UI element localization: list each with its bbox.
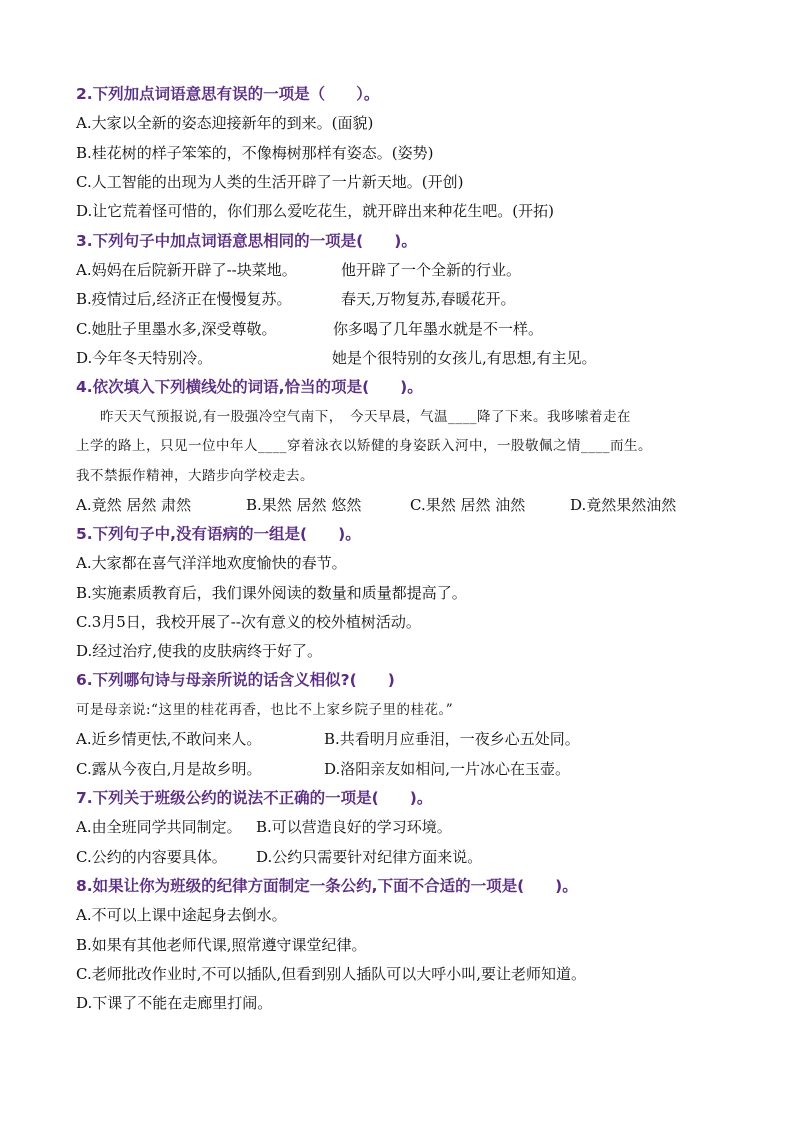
option-c-sentence-1: C.她肚子里墨水多,深受尊敬。 [76, 320, 277, 338]
question-8-stem: 8.如果让你为班级的纪律方面制定一条公约,下面不合适的一项是( )。 [76, 877, 578, 895]
question-4-passage-line-3: 我不禁振作精神，大踏步向学校走去。 [76, 468, 314, 484]
question-6-option-d: D.洛阳亲友如相问,一片冰心在玉壶。 [324, 760, 571, 778]
question-6-quote: 可是母亲说:“这里的桂花再香，也比不上家乡院子里的桂花。” [76, 702, 454, 718]
question-7-option-a: A.由全班同学共同制定。 [76, 818, 242, 836]
option-c-sentence-2: 你多喝了几年墨水就是不一样。 [333, 320, 544, 338]
question-3-stem: 3.下列句子中加点词语意思相同的一项是( )。 [76, 232, 417, 250]
option-d-sentence-1: D.今年冬天特别冷。 [76, 349, 213, 367]
question-4-option-c: C.果然 居然 油然 [410, 496, 526, 514]
question-2-option-b: B.桂花树的样子笨笨的，不像梅树那样有姿态。(姿势) [76, 144, 434, 162]
question-2-option-d: D.让它荒着怪可惜的，你们那么爱吃花生，就开辟出来种花生吧。(开拓) [76, 202, 554, 220]
question-5-option-a: A.大家都在喜气洋洋地欢度愉快的春节。 [76, 554, 347, 572]
question-8-option-c: C.老师批改作业时,不可以插队,但看到别人插队可以大呼小叫,要让老师知道。 [76, 965, 587, 983]
option-d-sentence-2: 她是个很特别的女孩儿,有思想,有主见。 [332, 349, 597, 367]
option-b-sentence-2: 春天,万物复苏,春暖花开。 [341, 290, 516, 308]
question-8-option-d: D.下课了不能在走廊里打闹。 [76, 994, 273, 1012]
question-7-option-b: B.可以营造良好的学习环境。 [256, 818, 452, 836]
question-8-option-a: A.不可以上课中途起身去倒水。 [76, 906, 287, 924]
question-8-option-b: B.如果有其他老师代课,照常遵守课堂纪律。 [76, 936, 367, 954]
question-2-stem: 2.下列加点词语意思有误的一项是（ ）。 [76, 85, 380, 103]
question-7-option-c: C.公约的内容要具体。 [76, 848, 227, 866]
question-5-option-b: B.实施素质教育后，我们课外阅读的数量和质量都提高了。 [76, 584, 467, 602]
question-4-option-a: A.竟然 居然 肃然 [76, 496, 192, 514]
question-6-option-a: A.近乡情更怯,不敢问来人。 [76, 730, 262, 748]
question-4-option-b: B.果然 居然 悠然 [246, 496, 362, 514]
question-4-passage-line-1: 昨天天气预报说,有一股强冷空气南下， 今天早晨，气温____降了下来。我哆嗦着走在 [100, 409, 632, 425]
question-6-option-b: B.共看明月应垂泪，一夜乡心五处同。 [324, 730, 580, 748]
question-2-option-c: C.人工智能的出现为人类的生活开辟了一片新天地。(开创) [76, 173, 464, 191]
question-4-stem: 4.依次填入下列横线处的词语,恰当的项是( )。 [76, 378, 423, 396]
question-6-option-c: C.露从今夜白,月是故乡明。 [76, 760, 262, 778]
question-6-stem: 6.下列哪句诗与母亲所说的话含义相似?( ) [76, 671, 395, 689]
question-7-option-d: D.公约只需要针对纪律方面来说。 [256, 848, 483, 866]
question-5-option-c: C.3月5日，我校开展了--次有意义的校外植树活动。 [76, 613, 421, 631]
option-a-sentence-2: 他开辟了一个全新的行业。 [341, 261, 522, 279]
question-5-option-d: D.经过治疗,使我的皮肤病终于好了。 [76, 642, 323, 660]
question-2-option-a: A.大家以全新的姿态迎接新年的到来。(面貌) [76, 114, 374, 132]
option-a-sentence-1: A.妈妈在后院新开辟了--块菜地。 [76, 261, 297, 279]
option-b-sentence-1: B.疫情过后,经济正在慢慢复苏。 [76, 290, 292, 308]
question-7-stem: 7.下列关于班级公约的说法不正确的一项是( )。 [76, 789, 433, 807]
question-4-option-d: D.竟然果然油然 [570, 496, 677, 514]
question-4-passage-line-2: 上学的路上，只见一位中年人____穿着泳衣以矫健的身姿跃入河中，一股敬佩之情____而生。 [76, 438, 652, 454]
question-5-stem: 5.下列句子中,没有语病的一组是( )。 [76, 525, 361, 543]
